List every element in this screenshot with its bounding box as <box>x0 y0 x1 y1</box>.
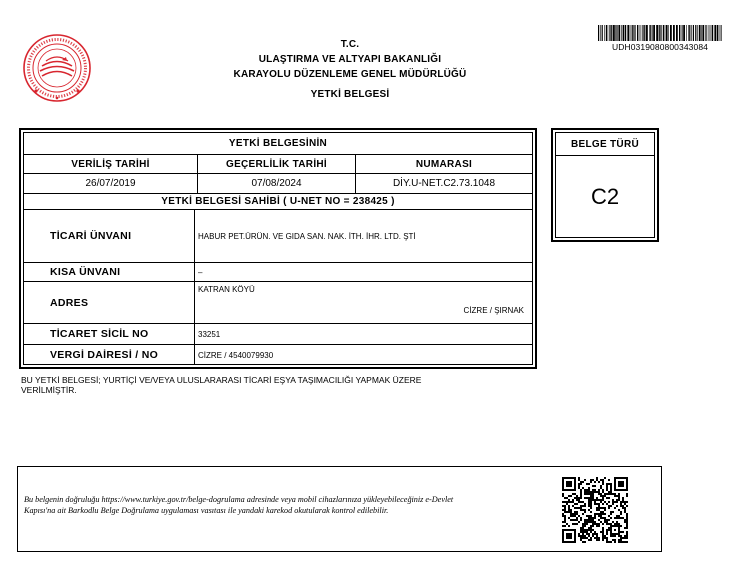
adres-value <box>195 282 532 323</box>
ministry-seal-icon <box>22 33 92 103</box>
column-verilis-tarihi: VERİLİŞ TARİHİ <box>24 155 198 173</box>
vergi-label: VERGİ DAİRESİ / NO <box>24 345 195 365</box>
kisa-unvan-row <box>24 263 532 282</box>
verification-line-2: Kapısı'na ait Barkodlu Belge Doğrulama uygulaması vasıtası ile yandaki karekod okutularak kontrol edilebilir. <box>24 506 389 515</box>
owner-header: YETKİ BELGESİ SAHİBİ ( U-NET NO = 238425 ) <box>161 196 395 207</box>
belge-turu-label: BELGE TÜRÜ <box>556 133 654 156</box>
column-numarasi: NUMARASI <box>415 158 473 170</box>
belge-turu-value: C2 <box>590 183 620 209</box>
ticari-unvan-row <box>24 210 532 263</box>
verification-text <box>24 494 544 516</box>
header-tc: T.C. <box>340 39 360 50</box>
column-gecerlilik-tarihi: GEÇERLİLİK TARİHİ <box>198 155 356 173</box>
ticari-unvan-value: HABUR PET.ÜRÜN. VE GIDA SAN. NAK. İTH. İHR. LTD. ŞTİ <box>198 231 416 241</box>
verification-line-1: Bu belgenin doğruluğu https://www.turkiye.gov.tr/belge-dogrulama adresinde veya mobil cihazlarınıza yükleyebileceğiniz e-Devlet <box>24 495 454 504</box>
kisa-unvan-label: KISA ÜNVANI <box>24 263 195 281</box>
header-doc-title: YETKİ BELGESİ <box>310 89 390 100</box>
authorization-note <box>21 375 521 395</box>
ticari-unvan-label: TİCARİ ÜNVANI <box>24 210 195 262</box>
adres-line-2: CİZRE / ŞIRNAK <box>463 306 524 315</box>
numarasi-value: DİY.U-NET.C2.73.1048 <box>392 178 496 189</box>
verification-footer <box>17 466 662 552</box>
qr-code-icon <box>562 477 628 543</box>
owner-header-row <box>24 194 532 210</box>
verilis-tarihi-value: 26/07/2019 <box>24 174 198 193</box>
document-header <box>150 37 550 102</box>
table-title-row <box>24 133 532 155</box>
adres-line-1: KATRAN KÖYÜ <box>198 285 255 294</box>
sicil-value: 33251 <box>198 329 221 339</box>
header-directorate: KARAYOLU DÜZENLEME GENEL MÜDÜRLÜĞÜ <box>233 69 467 80</box>
table-values-row <box>24 174 532 194</box>
adres-label: ADRES <box>24 282 195 323</box>
header-ministry: ULAŞTIRMA VE ALTYAPI BAKANLIĞI <box>258 54 442 65</box>
vergi-row <box>24 345 532 365</box>
gecerlilik-tarihi-value: 07/08/2024 <box>198 174 356 193</box>
barcode-icon <box>598 25 722 41</box>
note-line-2: VERİLMİŞTİR. <box>21 385 77 395</box>
adres-row <box>24 282 532 324</box>
kisa-unvan-value: – <box>198 267 203 277</box>
vergi-value: CİZRE / 4540079930 <box>198 350 274 360</box>
table-title: YETKİ BELGESİNİN <box>228 138 328 149</box>
table-column-header-row <box>24 155 532 174</box>
barcode-number: UDH0319080800343084 <box>612 42 708 52</box>
note-line-1: BU YETKİ BELGESİ; YURTİÇİ VE/VEYA ULUSLARARASI TİCARİ EŞYA TAŞIMACILIĞI YAPMAK ÜZERE <box>21 375 422 385</box>
belge-turu-box <box>551 128 659 242</box>
sicil-label: TİCARET SİCİL NO <box>24 324 195 344</box>
sicil-row <box>24 324 532 345</box>
authorization-table <box>19 128 537 369</box>
